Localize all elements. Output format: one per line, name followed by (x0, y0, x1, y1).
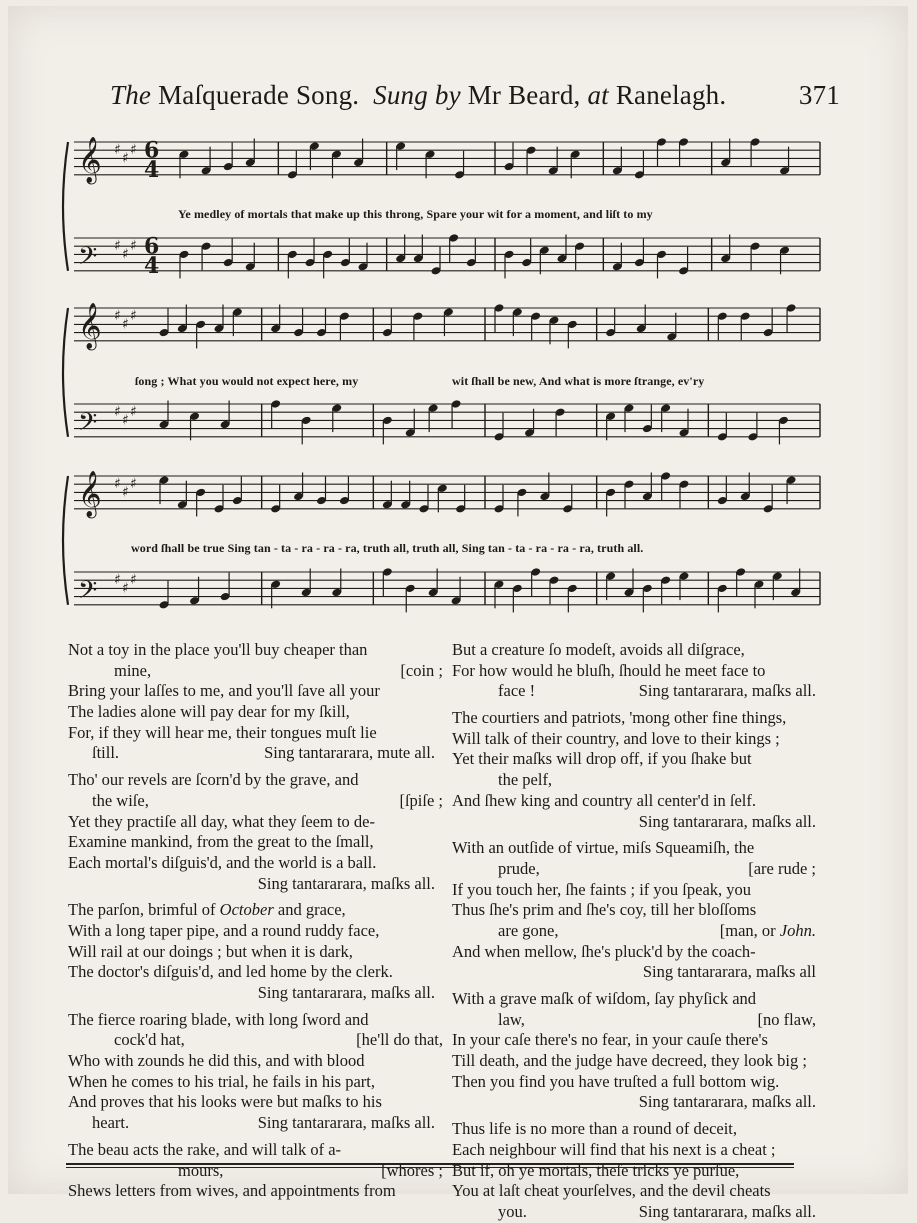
verse-line: The courtiers and patriots, 'mong other fine things, (452, 708, 787, 728)
system-brace (63, 476, 68, 605)
sharp-icon: ♯ (114, 238, 121, 255)
lyric-line-2b: wit ſhall be new, And what is more ſtrange, ev'ry (452, 374, 705, 388)
verse-overflow: [ſpiſe ; (399, 790, 443, 810)
sharp-icon: ♯ (122, 246, 129, 263)
bass-clef-icon: 𝄢 (78, 241, 98, 277)
verse-line (452, 1092, 816, 1113)
verses-left-column (68, 640, 443, 1202)
verse-text: the wiſe, (92, 790, 149, 810)
verse-line (68, 1030, 443, 1051)
refrain: Sing tantararara, mute all. (264, 743, 435, 763)
verse-line: For how would he bluſh, ſhould he meet face to (452, 660, 766, 680)
verse-line: Tho' our revels are ſcorn'd by the grave, and (68, 770, 359, 790)
verse-line: Yet they practiſe all day, what they ſeem to de- (68, 811, 375, 831)
verse-line: Bring your laſſes to me, and you'll ſave all your (68, 681, 380, 701)
verse-line: the pelf, (498, 770, 553, 790)
verse-line: The ladies alone will pay dear for my ſkill, (68, 702, 350, 722)
verse-text: ſtill. (92, 743, 120, 763)
verse-text: law, (498, 1009, 525, 1029)
verse-line (452, 1202, 816, 1223)
refrain: Sing tantararara, maſks all (642, 962, 816, 982)
system-brace (63, 142, 68, 271)
treble-clef-icon: 𝄞 (78, 302, 102, 349)
refrain: Sing tantararara, maſks all. (638, 1092, 816, 1112)
verse-line: And ſhew king and country all center'd in ſelf. (452, 790, 757, 810)
venue-name: Ranelagh. (615, 80, 727, 110)
verse-line (68, 983, 443, 1004)
page-number: 371 (798, 80, 840, 110)
verse-text: prude, (498, 858, 540, 878)
verse-line: The doctor's diſguis'd, and led home by the clerk. (68, 962, 393, 982)
refrain: Sing tantararara, maſks all. (638, 1201, 816, 1221)
verse-line: The beau acts the rake, and will talk of a- (68, 1139, 342, 1159)
verse-overflow: [no flaw, (757, 1009, 816, 1029)
time-signature-denominator: 4 (144, 252, 160, 279)
refrain: Sing tantararara, maſks all. (638, 681, 816, 701)
sharp-icon: ♯ (114, 572, 121, 589)
verse-line (452, 962, 816, 983)
sharp-icon: ♯ (122, 150, 129, 167)
title-article: The (110, 80, 152, 110)
time-signature-denominator: 4 (144, 156, 160, 183)
verse-line (68, 743, 443, 764)
verse-line: Thus life is no more than a round of deceit, (452, 1119, 738, 1139)
verse-line: Each neighbour will find that his next is a cheat ; (452, 1139, 776, 1159)
verse-line: But a creature ſo modeſt, avoids all diſgrace, (452, 640, 745, 659)
sharp-icon: ♯ (130, 476, 137, 493)
verse-line: With a long taper pipe, and a round ruddy face, (68, 920, 380, 940)
lyric-line-3: word ſhall be true Sing tan - ta - ra - ra - ra, truth all, truth all, Sing tan - ta - ra - ra - ra, truth all. (131, 541, 644, 555)
sharp-icon: ♯ (130, 238, 137, 255)
verse-line (452, 681, 816, 702)
verse-text: mine, (114, 660, 152, 680)
verse-text: heart. (92, 1113, 130, 1133)
verse-line: And when mellow, ſhe's pluck'd by the coach- (452, 941, 756, 961)
verse-line: For, if they will hear me, their tongues muſt lie (68, 722, 377, 742)
verse-line: Then you find you have truſted a full bottom wig. (452, 1071, 780, 1091)
verse-line: Will talk of their country, and love to their kings ; (452, 728, 780, 748)
verse-line (452, 1010, 816, 1031)
sharp-icon: ♯ (130, 308, 137, 325)
verse-line: Who with zounds he did this, and with blood (68, 1051, 365, 1071)
verse-line: But if, oh ye mortals, theſe tricks ye purſue, (452, 1160, 740, 1180)
verse-text: are gone, (498, 920, 559, 940)
sharp-icon: ♯ (122, 412, 129, 429)
sharp-icon: ♯ (114, 142, 121, 159)
time-signature-numerator: 6 (144, 137, 160, 164)
verse-line: And proves that his looks were but maſks to his (68, 1092, 382, 1112)
refrain: Sing tantararara, maſks all. (257, 873, 435, 893)
verse-overflow: [are rude ; (748, 858, 816, 878)
sharp-icon: ♯ (114, 476, 121, 493)
lyric-line-1: Ye medley of mortals that make up this throng, Spare your wit for a moment, and liſt to my (178, 207, 653, 221)
verse-line: You at laſt cheat yourſelves, and the devil cheats (452, 1181, 771, 1201)
verse-italic: John. (779, 920, 816, 940)
verse-overflow: [he'll do that, (356, 1030, 443, 1050)
verse-line (68, 791, 443, 812)
verse-line: When he comes to his trial, he fails in his part, (68, 1071, 376, 1091)
verse-text: The parſon, brimful of (68, 900, 216, 920)
refrain: Sing tantararara, maſks all. (257, 983, 435, 1002)
sharp-icon: ♯ (130, 404, 137, 421)
verse-overflow: [whores ; (381, 1160, 443, 1180)
singer-name: Mr Beard, (467, 80, 581, 110)
verse-line (452, 812, 816, 833)
verse-text: [man, or (719, 920, 776, 940)
sharp-icon: ♯ (130, 572, 137, 589)
treble-clef-icon: 𝄞 (78, 470, 102, 517)
sharp-icon: ♯ (122, 316, 129, 333)
verse-line: Yet their maſks will drop off, if you ſhake but (452, 749, 752, 769)
bass-clef-icon: 𝄢 (78, 407, 98, 443)
sung-by-label: Sung by (373, 80, 461, 110)
verse-overflow: [coin ; (400, 660, 443, 680)
at-label: at (587, 80, 609, 110)
song-title: Maſquerade Song. (158, 80, 360, 110)
treble-clef-icon: 𝄞 (78, 136, 102, 183)
sharp-icon: ♯ (122, 580, 129, 597)
verse-text: cock'd hat, (114, 1030, 185, 1050)
verse-line: Not a toy in the place you'll buy cheaper than (68, 640, 368, 659)
verse-text: mours, (178, 1160, 224, 1180)
sharp-icon: ♯ (130, 142, 137, 159)
verse-line: In your caſe there's no fear, in your cauſe there's (452, 1030, 768, 1050)
system-brace (63, 308, 68, 437)
verses-right-column (452, 640, 816, 1223)
verse-line: Each mortal's diſguis'd, and the world is a ball. (68, 852, 377, 872)
verse-line: Will rail at our doings ; but when it is dark, (68, 941, 353, 961)
verse-line: Thus ſhe's prim and ſhe's coy, till her bloſſoms (452, 900, 757, 920)
verse-line (68, 874, 443, 895)
bottom-rule (66, 1163, 794, 1168)
verse-line (68, 1113, 443, 1134)
verse-line: Examine mankind, from the great to the ſmall, (68, 832, 374, 852)
verse-line: Shews letters from wives, and appointments from (68, 1181, 396, 1201)
verse-line: The fierce roaring blade, with long ſword and (68, 1009, 369, 1029)
verse-line (452, 859, 816, 880)
verse-line (452, 921, 816, 942)
verse-line: With a grave maſk of wiſdom, ſay phyſick and (452, 989, 757, 1008)
verse-text: and grace, (277, 900, 346, 920)
time-signature-numerator: 6 (144, 233, 160, 260)
verse-line (68, 900, 443, 921)
song-header (110, 80, 840, 111)
sharp-icon: ♯ (114, 308, 121, 325)
verse-line (68, 661, 443, 682)
verse-line: If you touch her, ſhe faints ; if you ſpeak, you (452, 879, 752, 899)
verse-line: With an outſide of virtue, miſs Squeamiſh, the (452, 838, 755, 858)
verse-italic: October (219, 900, 274, 920)
sharp-icon: ♯ (122, 484, 129, 501)
bass-clef-icon: 𝄢 (78, 575, 98, 611)
verse-text: face ! (498, 681, 536, 701)
refrain: Sing tantararara, maſks all. (257, 1113, 435, 1133)
refrain: Sing tantararara, maſks all. (638, 811, 816, 831)
verse-text: you. (498, 1201, 527, 1221)
sharp-icon: ♯ (114, 404, 121, 421)
verse-line: Till death, and the judge have decreed, they look big ; (452, 1051, 807, 1071)
verse-overflow (720, 921, 816, 942)
lyric-line-2a: ſong ; What you would not expect here, my (135, 374, 359, 388)
